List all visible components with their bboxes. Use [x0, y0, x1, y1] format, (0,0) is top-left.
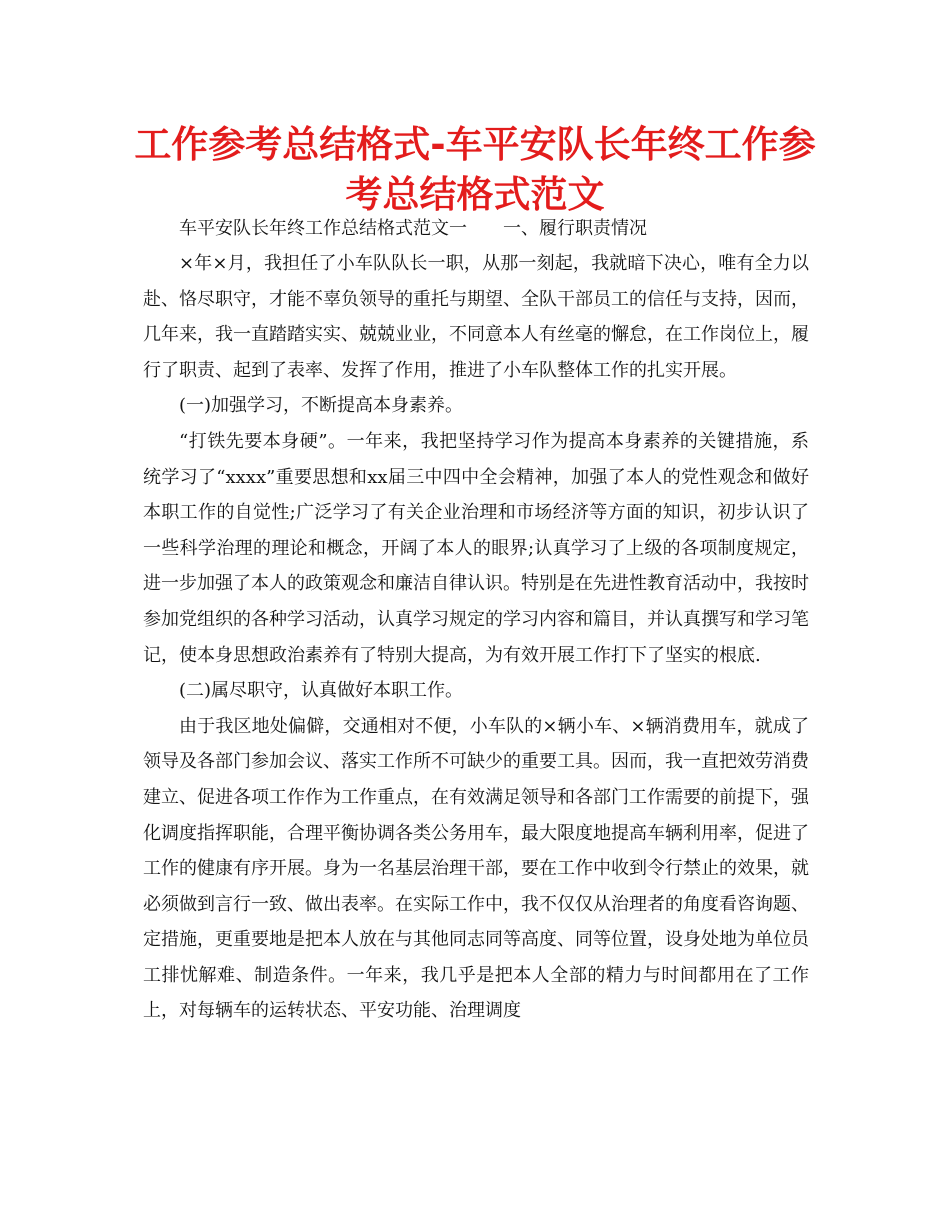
section-heading: (二)属尽职守，认真做好本职工作。	[179, 680, 464, 702]
body-paragraph: ×年×月，我担任了小车队队长一职，从那一刻起，我就暗下决心，唯有全力以赴、恪尽职守，才能不辜负领导的重托与期望、全队干部员工的信任与支持，因而，几年来，我一直踏踏实实、兢兢业业，不同意本人有丝毫的懈怠，在工作岗位上，履行了职责、起到了表率、发挥了作用，推进了小车队整体工作的扎实开展。	[143, 253, 809, 381]
body-paragraph: 由于我区地处偏僻，交通相对不便，小车队的×辆小车、×辆消费用车，就成了领导及各部门参加会议、落实工作所不可缺少的重要工具。因而，我一直把效劳消费建立、促进各项工作作为工作重点，在有效满足领导和各部门工作需要的前提下，强化调度指挥职能，合理平衡协调各类公务用车，最大限度地提高车辆利用率，促进了工作的健康有序开展。身为一名基层治理干部，要在工作中收到令行禁止的效果，就必须做到言行一致、做出表率。在实际工作中，我不仅仅从治理者的角度看咨询题、定措施，更重要地是把本人放在与其他同志同等高度、同等位置，设身处地为单位员工排忧解难、制造条件。一年来，我几乎是把本人全部的精力与时间都用在了工作上，对每辆车的运转状态、平安功能、治理调度	[143, 715, 809, 1022]
body-paragraph: 车平安队长年终工作总结格式范文一 一、履行职责情况	[179, 218, 647, 239]
section-heading: (一)加强学习，不断提高本身素养。	[179, 395, 464, 417]
document-title: 工作参考总结格式-车平安队长年终工作参考总结格式范文	[134, 123, 816, 216]
body-paragraph: “打铁先要本身硬”。一年来，我把坚持学习作为提高本身素养的关键措施，系统学习了“xxxx”重要思想和xx届三中四中全会精神，加强了本人的党性观念和做好本职工作的自觉性;广泛学习了有关企业治理和市场经济等方面的知识，初步认识了一些科学治理的理论和概念，开阔了本人的眼界;认真学习了上级的各项制度规定，进一步加强了本人的政策观念和廉洁自律认识。特别是在先进性教育活动中，我按时参加党组织的各种学习活动，认真学习规定的学习内容和篇目，并认真撰写和学习笔记，使本身思想政治素养有了特别大提高，为有效开展工作打下了坚实的根底.	[143, 430, 809, 666]
document-body	[143, 212, 809, 1029]
